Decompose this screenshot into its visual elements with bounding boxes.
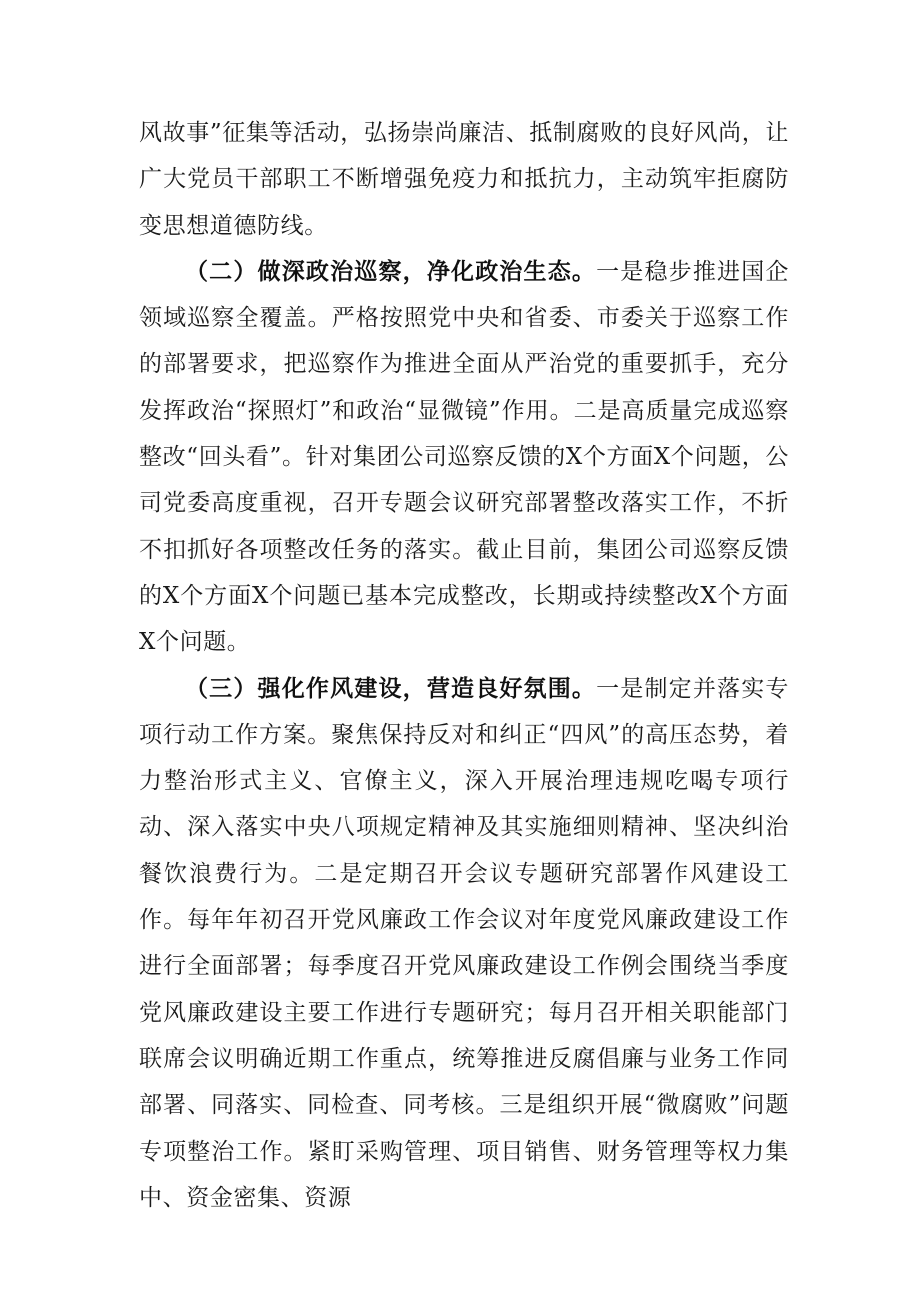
paragraph-body: 一是制定并落实专项行动工作方案。聚焦保持反对和纠正“四风”的高压态势，着力整治形式主义、官僚主义，深入开展治理违规吃喝专项行动、深入落实中央八项规定精神及其实施细则精神、坚决纠治餐饮浪费行为。二是定期召开会议专题研究部署作风建设工作。每年年初召开党风廉政工作会议对年度党风廉政建设工作进行全面部署；每季度召开党风廉政建设工作例会围绕当季度党风廉政建设主要工作进行专题研究；每月召开相关职能部门联席会议明确近期工作重点，统筹推进反腐倡廉与业务工作同部署、同落实、同检查、同考核。三是组织开展“微腐败”问题专项整治工作。紧盯采购管理、项目销售、财务管理等权力集中、资金密集、资源 [139, 675, 789, 1211]
section-heading: （二）做深政治巡察，净化政治生态。 [185, 257, 597, 285]
paragraph-section-2 [139, 249, 789, 666]
section-heading: （三）强化作风建设，营造良好氛围。 [185, 674, 597, 702]
document-body [139, 110, 789, 1221]
paragraph-section-3 [139, 666, 789, 1222]
paragraph-body: 风故事”征集等活动，弘扬崇尚廉洁、抵制腐败的良好风尚，让广大党员干部职工不断增强免疫力和抵抗力，主动筑牢拒腐防变思想道德防线。 [139, 120, 789, 239]
paragraph-body: 一是稳步推进国企领域巡察全覆盖。严格按照党中央和省委、市委关于巡察工作的部署要求，把巡察作为推进全面从严治党的重要抓手，充分发挥政治“探照灯”和政治“显微镜”作用。二是高质量完成巡察整改“回头看”。针对集团公司巡察反馈的X个方面X个问题，公司党委高度重视，召开专题会议研究部署整改落实工作，不折不扣抓好各项整改任务的落实。截止目前，集团公司巡察反馈的X个方面X个问题已基本完成整改，长期或持续整改X个方面X个问题。 [139, 258, 789, 656]
paragraph-continuation [139, 110, 789, 249]
